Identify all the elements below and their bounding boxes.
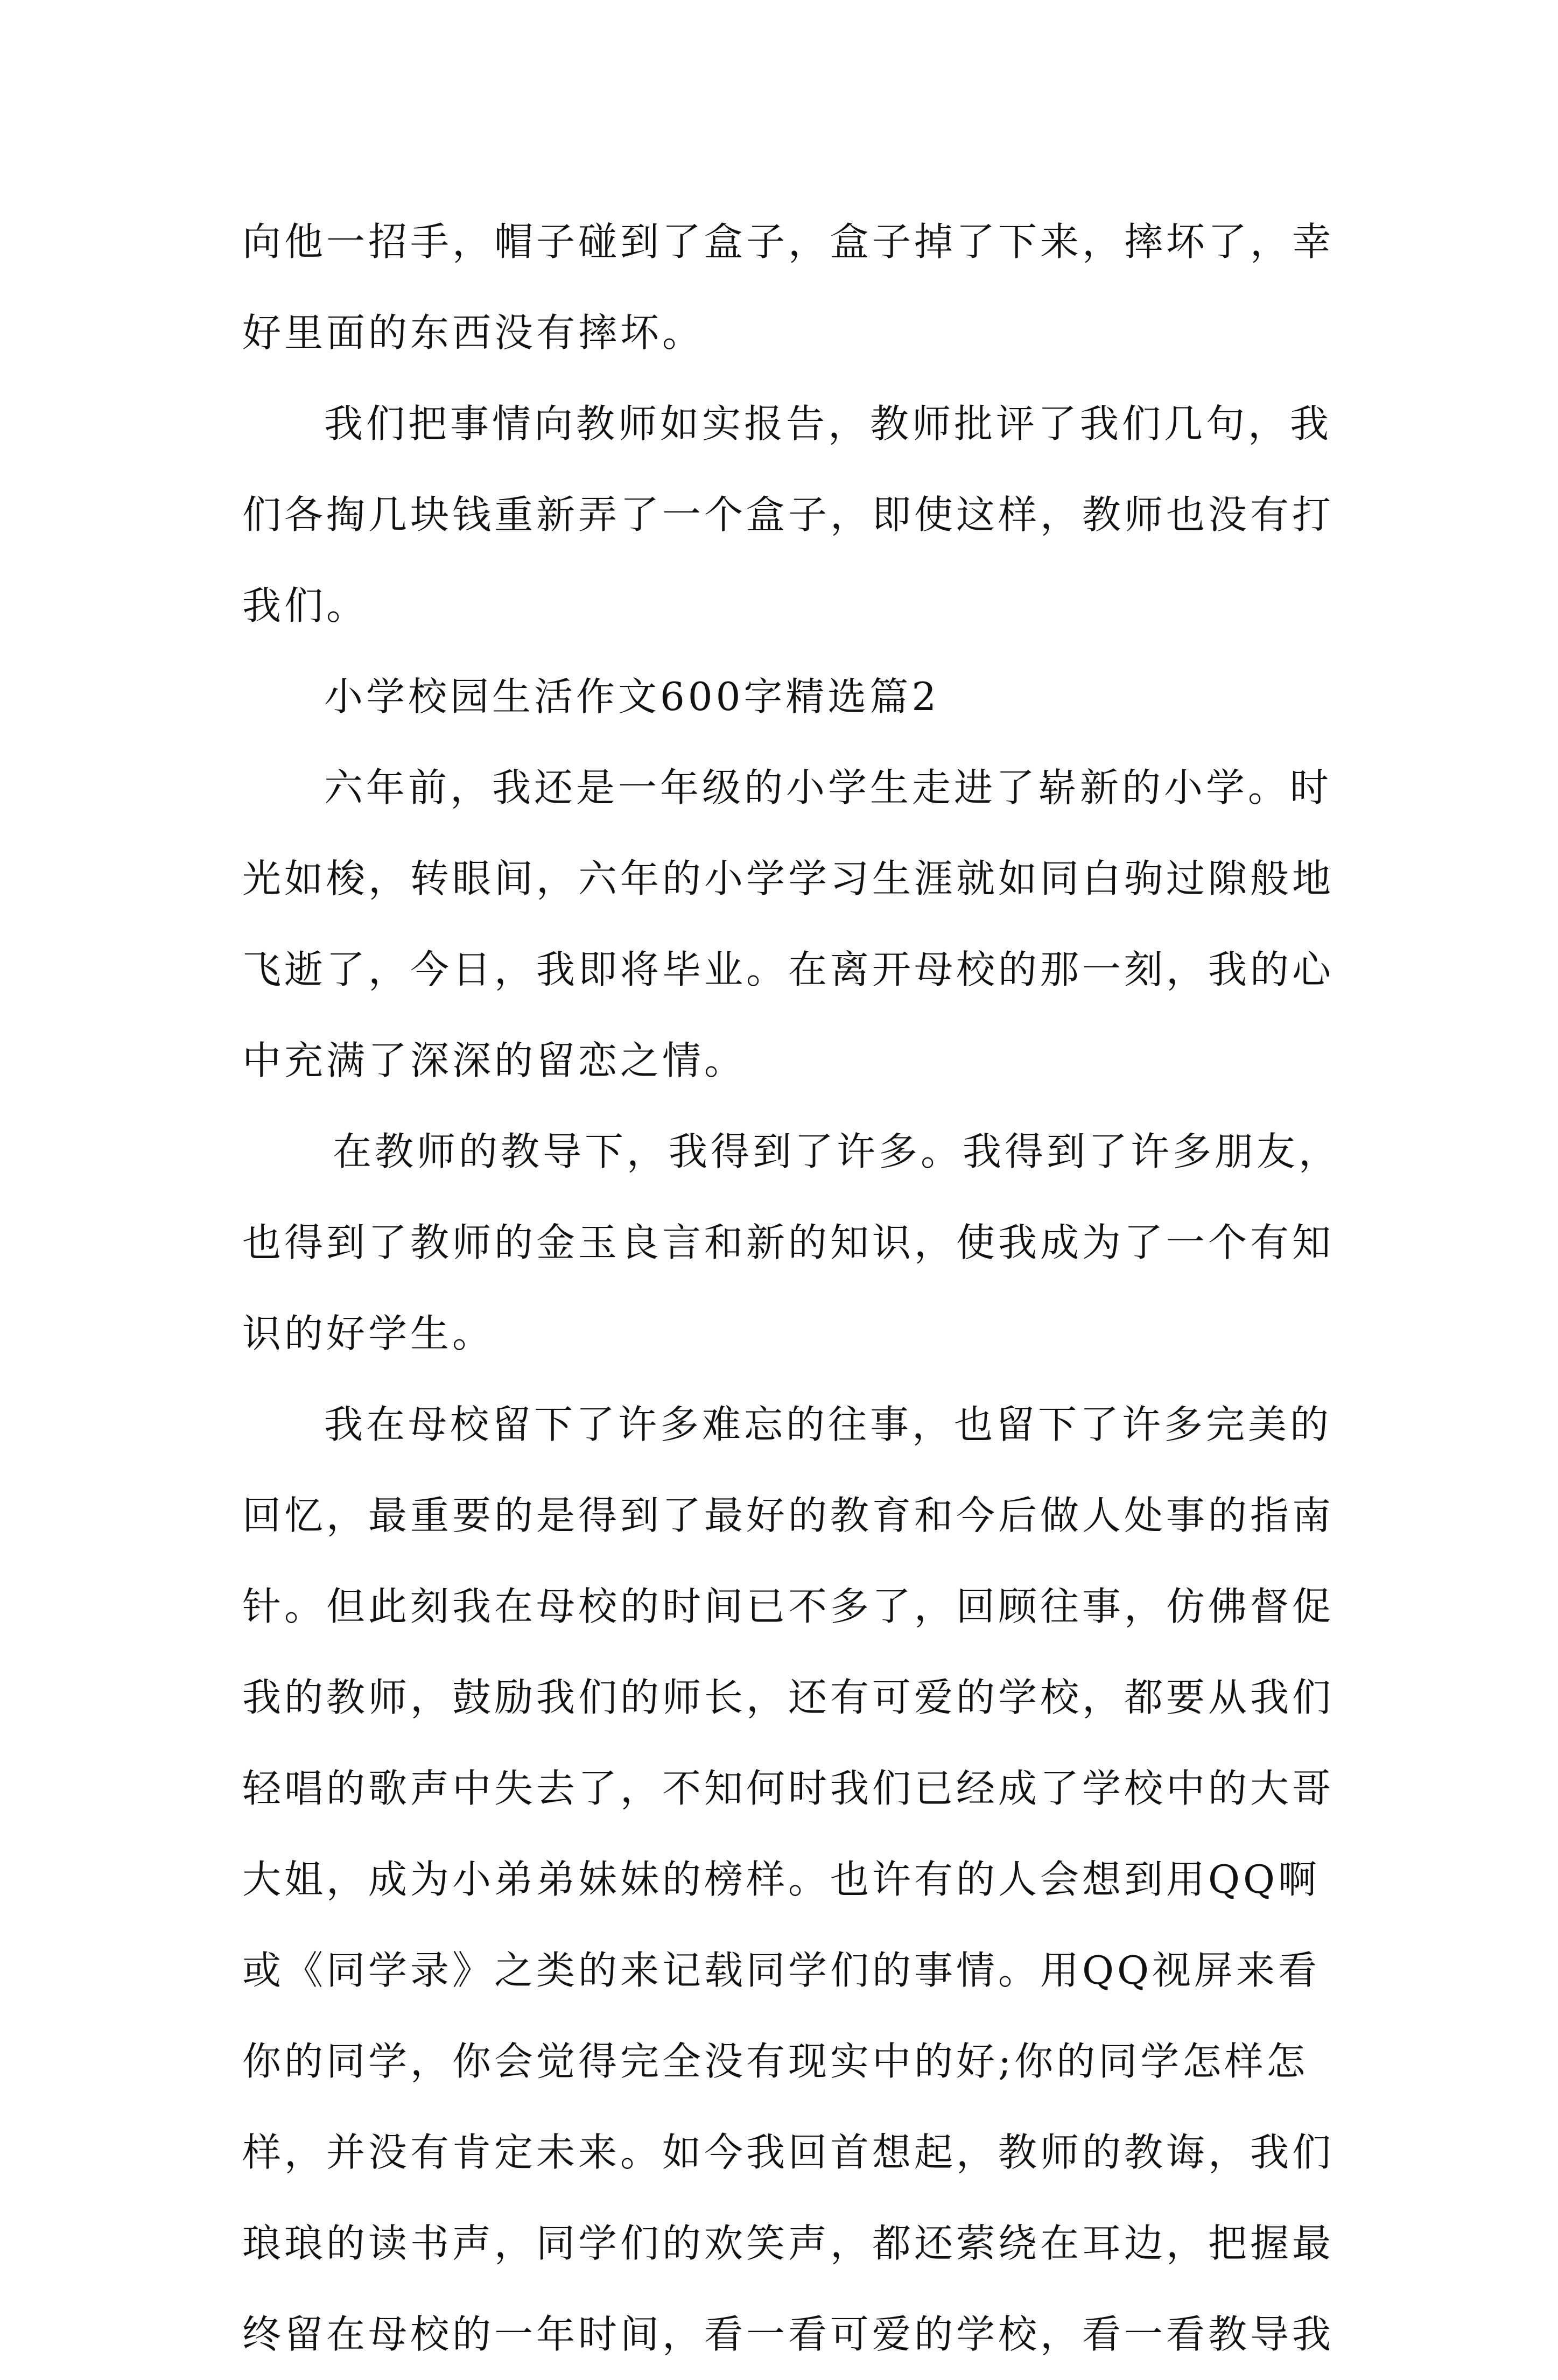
paragraph-continuation — [242, 196, 1335, 378]
paragraph-memories — [242, 1379, 1335, 2380]
section-heading — [242, 651, 1319, 742]
text-line: 终留在母校的一年时间，看一看可爱的学校，看一看教导我 — [242, 2312, 1335, 2357]
text-line: 光如梭，转眼间，六年的小学学习生涯就如同白驹过隙般地 — [242, 856, 1335, 901]
text-line: 我们。 — [242, 583, 369, 628]
paragraph-teaching — [242, 1106, 1341, 1379]
text-line: 回忆，最重要的是得到了最好的教育和今后做人处事的指南 — [242, 1493, 1335, 1538]
paragraph-report — [242, 378, 1335, 651]
text-line: 琅琅的读书声，同学们的欢笑声，都还萦绕在耳边，把握最 — [242, 2221, 1335, 2266]
text-line: 我在母校留下了许多难忘的往事，也留下了许多完美的 — [324, 1402, 1332, 1447]
document-body — [242, 196, 1341, 2380]
text-line: 样，并没有肯定未来。如今我回首想起，教师的教诲，我们 — [242, 2130, 1335, 2175]
text-line: 好里面的东西没有摔坏。 — [242, 310, 705, 355]
text-line: 大姐，成为小弟弟妹妹的榜样。也许有的人会想到用QQ啊 — [242, 1857, 1321, 1902]
text-line: 针。但此刻我在母校的时间已不多了，回顾往事，仿佛督促 — [242, 1584, 1335, 1629]
text-line: 飞逝了，今日，我即将毕业。在离开母校的那一刻，我的心 — [242, 947, 1335, 992]
text-line: 识的好学生。 — [242, 1311, 495, 1356]
text-line: 中充满了深深的留恋之情。 — [242, 1038, 747, 1083]
text-line: 或《同学录》之类的来记载同学们的事情。用QQ视屏来看 — [242, 1948, 1321, 1993]
text-line: 我们把事情向教师如实报告，教师批评了我们几句，我 — [324, 401, 1332, 446]
essay-title: 小学校园生活作文600字精选篇2 — [324, 674, 940, 719]
text-line: 我的教师，鼓励我们的师长，还有可爱的学校，都要从我们 — [242, 1675, 1335, 1720]
text-line: 在教师的教导下，我得到了许多。我得到了许多朋友， — [333, 1129, 1341, 1174]
text-line: 六年前，我还是一年级的小学生走进了崭新的小学。时 — [324, 765, 1332, 810]
text-line: 你的同学，你会觉得完全没有现实中的好;你的同学怎样怎 — [242, 2039, 1309, 2084]
paragraph-intro — [242, 742, 1335, 1106]
text-line: 向他一招手，帽子碰到了盒子，盒子掉了下来，摔坏了，幸 — [242, 219, 1335, 264]
text-line: 们各掏几块钱重新弄了一个盒子，即使这样，教师也没有打 — [242, 492, 1335, 537]
text-line: 轻唱的歌声中失去了，不知何时我们已经成了学校中的大哥 — [242, 1766, 1335, 1811]
text-line: 也得到了教师的金玉良言和新的知识，使我成为了一个有知 — [242, 1220, 1335, 1265]
